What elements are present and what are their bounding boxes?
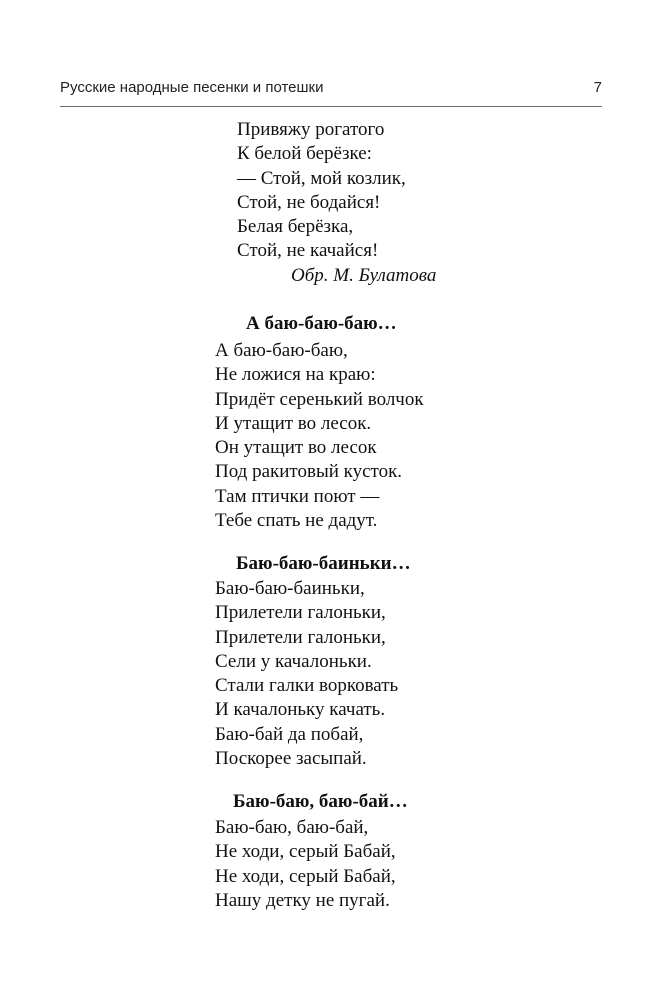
header-rule (60, 106, 602, 107)
poem-line: Поскорее засыпай. (215, 748, 367, 770)
poem-line: Не ложися на краю: (215, 364, 376, 386)
poem-line: И качалоньку качать. (215, 699, 386, 721)
poem-line: Привяжу рогатого (237, 119, 385, 140)
poem-line: А баю-баю-баю, (215, 340, 348, 361)
poem-line: Нашу детку не пугай. (215, 889, 390, 911)
poem-line: Баю-бай да побай, (215, 723, 364, 745)
running-head-title: Русские народные песенки и потешки (60, 79, 324, 96)
poem-2-title: А баю-баю-баю… (246, 313, 397, 334)
poem-line: К белой берёзке: (237, 143, 372, 165)
page-number: 7 (593, 79, 602, 96)
poem-line: Там птички поют — (215, 485, 380, 507)
poem-line: — Стой, мой козлик, (237, 167, 406, 189)
poem-3-verse (215, 577, 398, 771)
poem-line: Баю-баю-баиньки, (215, 578, 365, 599)
poem-line: Придёт серенький волчок (215, 388, 424, 410)
poem-3-title: Баю-баю-баиньки… (236, 553, 411, 574)
poem-line: Под ракитовый кусток. (215, 461, 403, 483)
poem-4-title: Баю-баю, баю-бай… (233, 791, 408, 812)
poem-2-verse (215, 339, 424, 533)
poem-line: Не ходи, серый Бабай, (215, 841, 396, 863)
poem-4-verse (215, 816, 396, 913)
poem-line: Он утащит во лесок (215, 437, 377, 459)
poem-line: Стой, не бодайся! (237, 191, 381, 213)
poem-1-verse (237, 118, 406, 264)
poem-line: Белая берёзка, (237, 216, 354, 238)
poem-1-attribution: Обр. М. Булатова (291, 265, 437, 286)
poem-line: Стой, не качайся! (237, 240, 379, 262)
running-head (60, 79, 602, 96)
poem-line: Прилетели галоньки, (215, 626, 386, 648)
poem-line: И утащит во лесок. (215, 412, 372, 434)
poem-line: Не ходи, серый Бабай, (215, 865, 396, 887)
poem-line: Прилетели галоньки, (215, 602, 386, 624)
poem-line: Стали галки ворковать (215, 675, 399, 697)
poem-line: Сели у качалоньки. (215, 650, 372, 672)
poem-line: Тебе спать не дадут. (215, 510, 378, 532)
poem-line: Баю-баю, баю-бай, (215, 817, 369, 838)
